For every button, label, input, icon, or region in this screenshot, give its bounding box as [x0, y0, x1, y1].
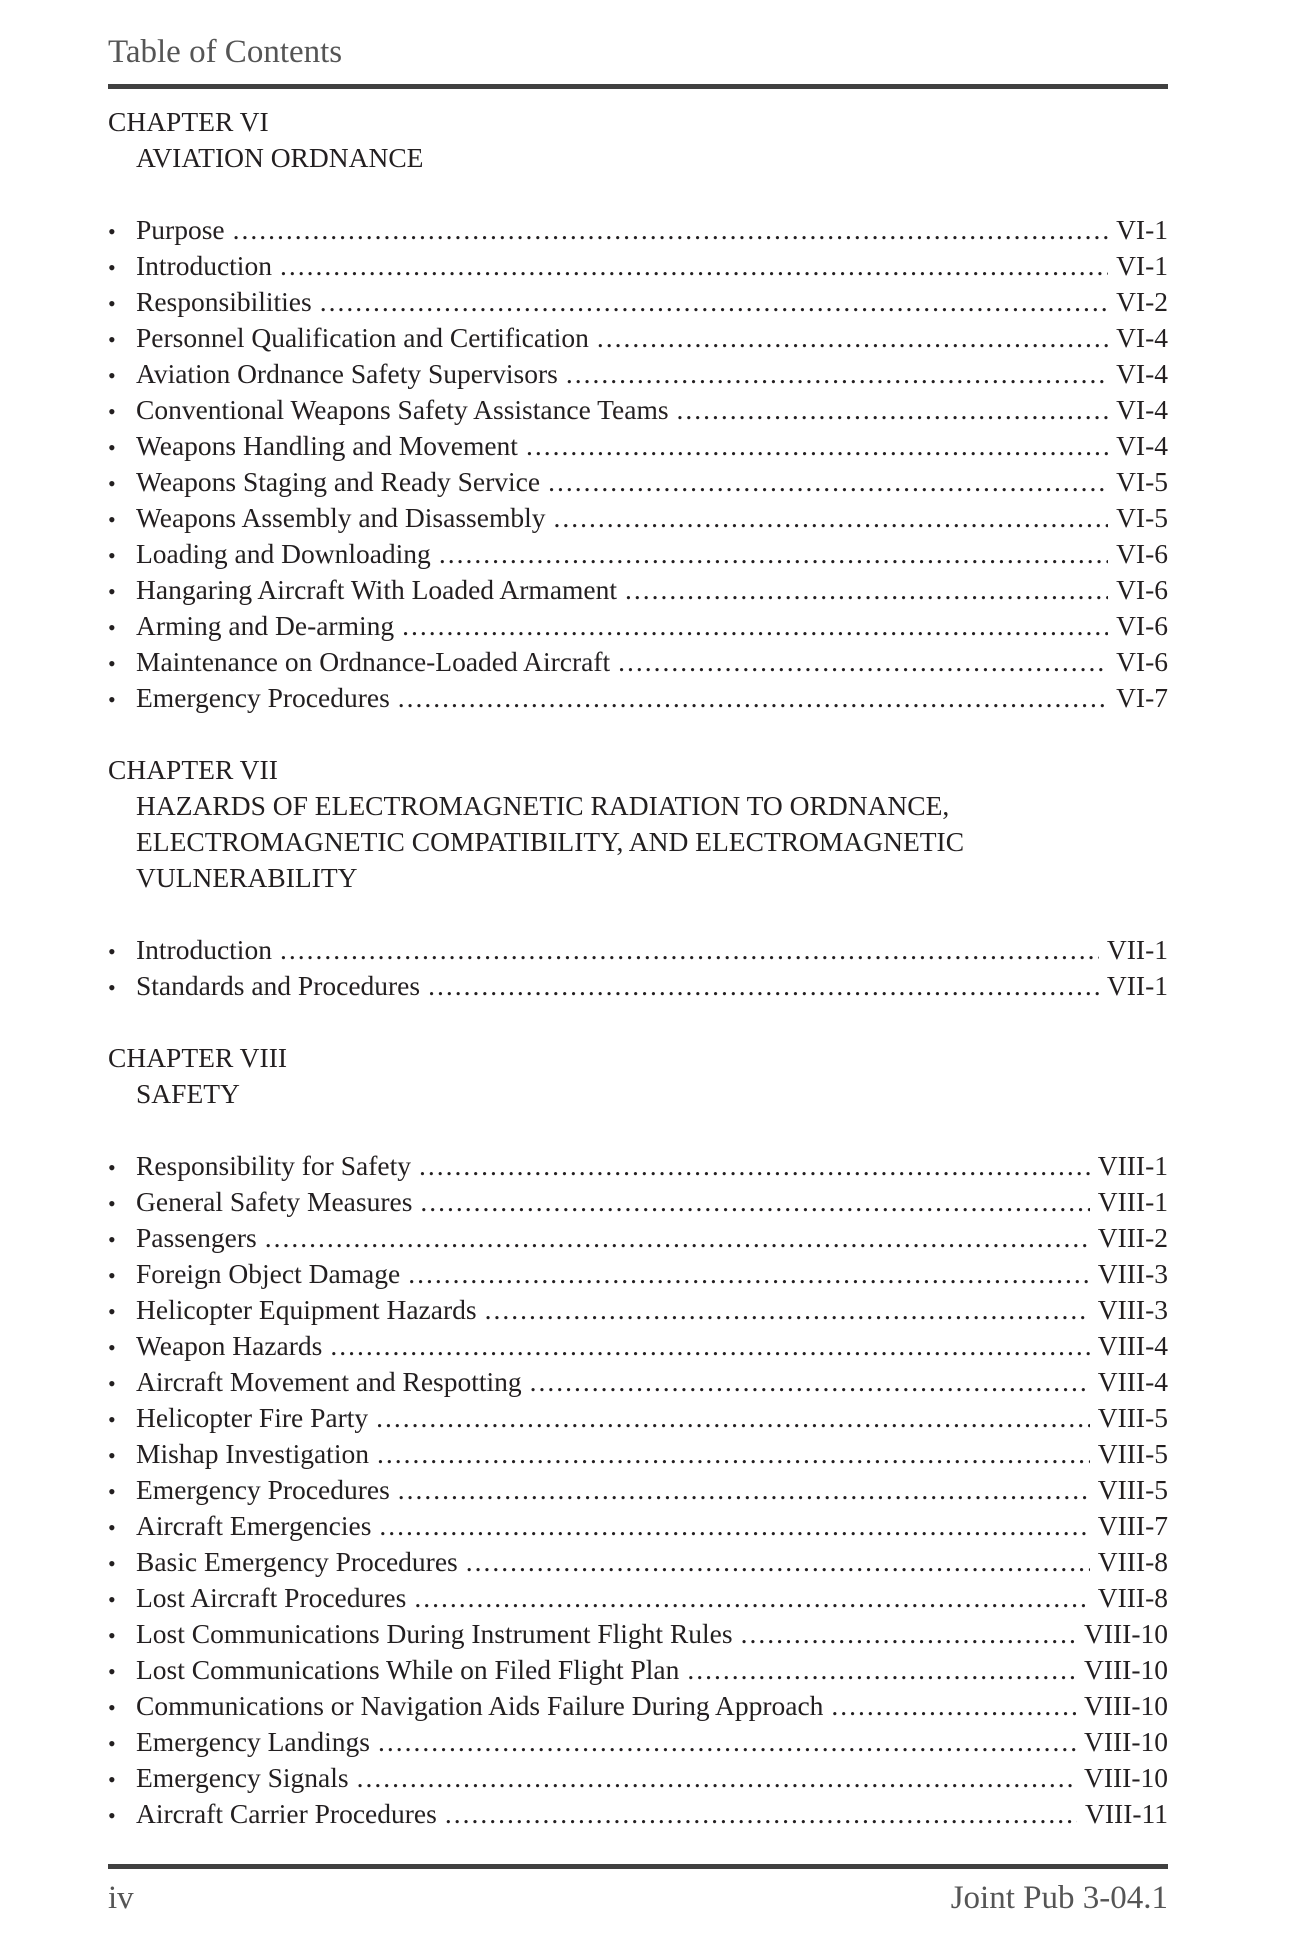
- bullet-icon: •: [108, 363, 116, 388]
- toc-entry-title: Weapons Staging and Ready Service: [136, 466, 541, 497]
- toc-entry-title: Lost Communications During Instrument Flight Rules: [136, 1618, 733, 1649]
- bullet-icon: •: [108, 1479, 116, 1504]
- chapter-title-line: SAFETY: [136, 1078, 240, 1109]
- toc-entry[interactable]: [108, 608, 1168, 644]
- bullet-icon: •: [108, 1515, 116, 1540]
- dot-leader: [530, 1364, 1090, 1400]
- toc-entry-title: Introduction: [136, 934, 272, 965]
- dot-leader: [280, 932, 1099, 968]
- dot-leader: [597, 320, 1108, 356]
- toc-entry-page: VII-1: [1106, 934, 1168, 965]
- toc-entry-page: VI-4: [1116, 394, 1168, 425]
- toc-entry-title: Helicopter Fire Party: [136, 1402, 369, 1433]
- bullet-icon: •: [108, 1407, 116, 1432]
- chapter-section: [108, 104, 1168, 716]
- bullet-icon: •: [108, 1443, 116, 1468]
- toc-entry[interactable]: [108, 248, 1168, 284]
- toc-entry-title: Loading and Downloading: [136, 538, 431, 569]
- toc-entry[interactable]: [108, 536, 1168, 572]
- footer-rule: [108, 1864, 1168, 1869]
- chapter-title: [108, 1076, 1168, 1112]
- footer-publication: Joint Pub 3-04.1: [950, 1880, 1168, 1916]
- bullet-icon: •: [108, 327, 116, 352]
- bullet-icon: •: [108, 1767, 116, 1792]
- bullet-icon: •: [108, 435, 116, 460]
- toc-entry-page: VIII-4: [1097, 1366, 1168, 1397]
- chapter-title-line: ELECTROMAGNETIC COMPATIBILITY, AND ELECTROMAGNETIC: [136, 826, 965, 857]
- toc-entry-page: VIII-10: [1084, 1618, 1168, 1649]
- toc-entry-title: Conventional Weapons Safety Assistance Teams: [136, 394, 669, 425]
- toc-entry[interactable]: [108, 1472, 1168, 1508]
- dot-leader: [526, 428, 1108, 464]
- bullet-icon: •: [108, 255, 116, 280]
- toc-entry-title: Weapons Assembly and Disassembly: [136, 502, 546, 533]
- toc-entry[interactable]: [108, 320, 1168, 356]
- document-page: [108, 0, 1168, 1944]
- dot-leader: [398, 1472, 1090, 1508]
- bullet-icon: •: [108, 579, 116, 604]
- toc-entry[interactable]: [108, 1292, 1168, 1328]
- toc-entry-page: VIII-10: [1084, 1762, 1168, 1793]
- toc-entry-page: VI-5: [1116, 466, 1168, 497]
- toc-entry-title: Personnel Qualification and Certification: [136, 322, 589, 353]
- toc-entry-title: Helicopter Equipment Hazards: [136, 1294, 477, 1325]
- bullet-icon: •: [108, 1623, 116, 1648]
- toc-entry-page: VI-1: [1116, 214, 1168, 245]
- dot-leader: [485, 1292, 1090, 1328]
- toc-entry-title: Lost Communications While on Filed Flight Plan: [136, 1654, 680, 1685]
- toc-entry-title: Maintenance on Ordnance-Loaded Aircraft: [136, 646, 611, 677]
- toc-entry-page: VI-6: [1116, 610, 1168, 641]
- dot-leader: [320, 284, 1108, 320]
- footer-page-number: iv: [108, 1880, 134, 1916]
- toc-entry-title: Standards and Procedures: [136, 970, 421, 1001]
- bullet-icon: •: [108, 1695, 116, 1720]
- bullet-icon: •: [108, 507, 116, 532]
- dot-leader: [398, 680, 1108, 716]
- toc-entry-page: VIII-1: [1097, 1150, 1168, 1181]
- toc-entry[interactable]: [108, 392, 1168, 428]
- toc-entry[interactable]: [108, 1184, 1168, 1220]
- chapter-section: [108, 1040, 1168, 1832]
- toc-entry[interactable]: [108, 1148, 1168, 1184]
- toc-entry-page: VIII-10: [1084, 1690, 1168, 1721]
- bullet-icon: •: [108, 651, 116, 676]
- toc-content: [108, 104, 1168, 1868]
- toc-entry-page: VI-6: [1116, 574, 1168, 605]
- toc-entry-page: VII-1: [1106, 970, 1168, 1001]
- toc-entry-page: VI-4: [1116, 358, 1168, 389]
- toc-entry-title: Purpose: [136, 214, 225, 245]
- toc-entry-title: Emergency Signals: [136, 1762, 349, 1793]
- toc-entry[interactable]: [108, 1436, 1168, 1472]
- dot-leader: [548, 464, 1108, 500]
- toc-entry[interactable]: [108, 1544, 1168, 1580]
- toc-entry-title: Hangaring Aircraft With Loaded Armament: [136, 574, 618, 605]
- chapter-title-line: AVIATION ORDNANCE: [136, 142, 424, 173]
- bullet-icon: •: [108, 1299, 116, 1324]
- toc-entry[interactable]: [108, 1796, 1168, 1832]
- bullet-icon: •: [108, 291, 116, 316]
- toc-entry[interactable]: [108, 1328, 1168, 1364]
- chapter-section: [108, 752, 1168, 1004]
- toc-entry[interactable]: [108, 1760, 1168, 1796]
- toc-entry-title: Emergency Procedures: [136, 1474, 390, 1505]
- toc-entry-title: Weapon Hazards: [136, 1330, 323, 1361]
- dot-leader: [402, 608, 1108, 644]
- toc-entry-list: [108, 932, 1168, 1004]
- toc-entry[interactable]: [108, 428, 1168, 464]
- dot-leader: [420, 1184, 1089, 1220]
- toc-entry-title: Passengers: [136, 1222, 257, 1253]
- dot-leader: [376, 1400, 1090, 1436]
- toc-entry[interactable]: [108, 1364, 1168, 1400]
- toc-entry-page: VIII-7: [1097, 1510, 1168, 1541]
- dot-leader: [618, 644, 1108, 680]
- toc-entry[interactable]: [108, 932, 1168, 968]
- bullet-icon: •: [108, 1551, 116, 1576]
- toc-entry-title: Lost Aircraft Procedures: [136, 1582, 407, 1613]
- toc-entry-page: VIII-3: [1097, 1294, 1168, 1325]
- toc-entry[interactable]: [108, 1220, 1168, 1256]
- dot-leader: [439, 536, 1108, 572]
- toc-entry-title: Mishap Investigation: [136, 1438, 369, 1469]
- bullet-icon: •: [108, 471, 116, 496]
- toc-entry-title: Aircraft Movement and Respotting: [136, 1366, 522, 1397]
- toc-entry-page: VIII-11: [1085, 1798, 1168, 1829]
- bullet-icon: •: [108, 1659, 116, 1684]
- bullet-icon: •: [108, 975, 116, 1000]
- toc-entry-page: VI-1: [1116, 250, 1168, 281]
- toc-entry[interactable]: [108, 1616, 1168, 1652]
- bullet-icon: •: [108, 939, 116, 964]
- dot-leader: [687, 1652, 1076, 1688]
- chapter-title-line: HAZARDS OF ELECTROMAGNETIC RADIATION TO ORDNANCE,: [136, 790, 950, 821]
- toc-entry-list: [108, 1148, 1168, 1832]
- toc-entry-page: VI-6: [1116, 538, 1168, 569]
- bullet-icon: •: [108, 1371, 116, 1396]
- bullet-icon: •: [108, 1191, 116, 1216]
- chapter-label: CHAPTER VI: [108, 106, 269, 137]
- dot-leader: [378, 1724, 1076, 1760]
- toc-entry-title: General Safety Measures: [136, 1186, 413, 1217]
- toc-entry-list: [108, 212, 1168, 716]
- dot-leader: [466, 1544, 1090, 1580]
- toc-entry[interactable]: [108, 1688, 1168, 1724]
- bullet-icon: •: [108, 543, 116, 568]
- toc-entry-page: VI-5: [1116, 502, 1168, 533]
- toc-entry[interactable]: [108, 1652, 1168, 1688]
- chapter-title-line: VULNERABILITY: [136, 862, 358, 893]
- toc-entry-page: VI-6: [1116, 646, 1168, 677]
- dot-leader: [553, 500, 1108, 536]
- chapter-title: [108, 140, 1168, 176]
- toc-entry-page: VIII-4: [1097, 1330, 1168, 1361]
- toc-entry-title: Weapons Handling and Movement: [136, 430, 518, 461]
- dot-leader: [831, 1688, 1076, 1724]
- dot-leader: [741, 1616, 1076, 1652]
- toc-entry[interactable]: [108, 1256, 1168, 1292]
- toc-entry-page: VIII-8: [1097, 1582, 1168, 1613]
- dot-leader: [357, 1760, 1076, 1796]
- toc-entry-title: Foreign Object Damage: [136, 1258, 401, 1289]
- dot-leader: [280, 248, 1108, 284]
- page-header-title: Table of Contents: [108, 34, 343, 70]
- header-rule: [108, 84, 1168, 89]
- toc-entry-page: VIII-10: [1084, 1726, 1168, 1757]
- toc-entry[interactable]: [108, 968, 1168, 1004]
- dot-leader: [379, 1508, 1089, 1544]
- toc-entry-page: VI-4: [1116, 322, 1168, 353]
- bullet-icon: •: [108, 687, 116, 712]
- toc-entry-title: Emergency Procedures: [136, 682, 390, 713]
- bullet-icon: •: [108, 1155, 116, 1180]
- dot-leader: [566, 356, 1108, 392]
- dot-leader: [419, 1148, 1090, 1184]
- toc-entry-title: Introduction: [136, 250, 272, 281]
- toc-entry[interactable]: [108, 500, 1168, 536]
- toc-entry[interactable]: [108, 356, 1168, 392]
- toc-entry-page: VIII-1: [1097, 1186, 1168, 1217]
- toc-entry[interactable]: [108, 644, 1168, 680]
- toc-entry-title: Basic Emergency Procedures: [136, 1546, 458, 1577]
- toc-entry-page: VI-2: [1116, 286, 1168, 317]
- toc-entry-title: Aircraft Carrier Procedures: [136, 1798, 437, 1829]
- toc-entry-title: Aircraft Emergencies: [136, 1510, 372, 1541]
- toc-entry-page: VIII-5: [1097, 1438, 1168, 1469]
- chapter-label: CHAPTER VIII: [108, 1042, 288, 1073]
- dot-leader: [414, 1580, 1089, 1616]
- toc-entry-page: VIII-10: [1084, 1654, 1168, 1685]
- chapter-label: CHAPTER VII: [108, 754, 278, 785]
- toc-entry-page: VI-7: [1116, 682, 1168, 713]
- dot-leader: [625, 572, 1108, 608]
- dot-leader: [408, 1256, 1090, 1292]
- toc-entry[interactable]: [108, 464, 1168, 500]
- bullet-icon: •: [108, 1227, 116, 1252]
- toc-entry-page: VI-4: [1116, 430, 1168, 461]
- toc-entry-page: VIII-3: [1097, 1258, 1168, 1289]
- toc-entry-page: VIII-2: [1097, 1222, 1168, 1253]
- toc-entry-page: VIII-5: [1097, 1402, 1168, 1433]
- dot-leader: [377, 1436, 1090, 1472]
- toc-entry-page: VIII-8: [1097, 1546, 1168, 1577]
- dot-leader: [233, 212, 1108, 248]
- toc-entry-title: Responsibilities: [136, 286, 312, 317]
- toc-entry[interactable]: [108, 680, 1168, 716]
- toc-entry[interactable]: [108, 1580, 1168, 1616]
- toc-entry-title: Emergency Landings: [136, 1726, 370, 1757]
- toc-entry[interactable]: [108, 1508, 1168, 1544]
- bullet-icon: •: [108, 219, 116, 244]
- toc-entry[interactable]: [108, 284, 1168, 320]
- dot-leader: [445, 1796, 1077, 1832]
- dot-leader: [677, 392, 1109, 428]
- chapter-title: [108, 788, 1168, 896]
- dot-leader: [265, 1220, 1090, 1256]
- toc-entry[interactable]: [108, 572, 1168, 608]
- toc-entry[interactable]: [108, 212, 1168, 248]
- toc-entry[interactable]: [108, 1400, 1168, 1436]
- toc-entry-title: Aviation Ordnance Safety Supervisors: [136, 358, 558, 389]
- toc-entry-title: Arming and De-arming: [136, 610, 395, 641]
- toc-entry-title: Communications or Navigation Aids Failure During Approach: [136, 1690, 824, 1721]
- dot-leader: [330, 1328, 1089, 1364]
- bullet-icon: •: [108, 1731, 116, 1756]
- dot-leader: [428, 968, 1099, 1004]
- bullet-icon: •: [108, 615, 116, 640]
- toc-entry[interactable]: [108, 1724, 1168, 1760]
- bullet-icon: •: [108, 1587, 116, 1612]
- toc-entry-page: VIII-5: [1097, 1474, 1168, 1505]
- bullet-icon: •: [108, 1263, 116, 1288]
- bullet-icon: •: [108, 1335, 116, 1360]
- bullet-icon: •: [108, 399, 116, 424]
- bullet-icon: •: [108, 1803, 116, 1828]
- toc-entry-title: Responsibility for Safety: [136, 1150, 411, 1181]
